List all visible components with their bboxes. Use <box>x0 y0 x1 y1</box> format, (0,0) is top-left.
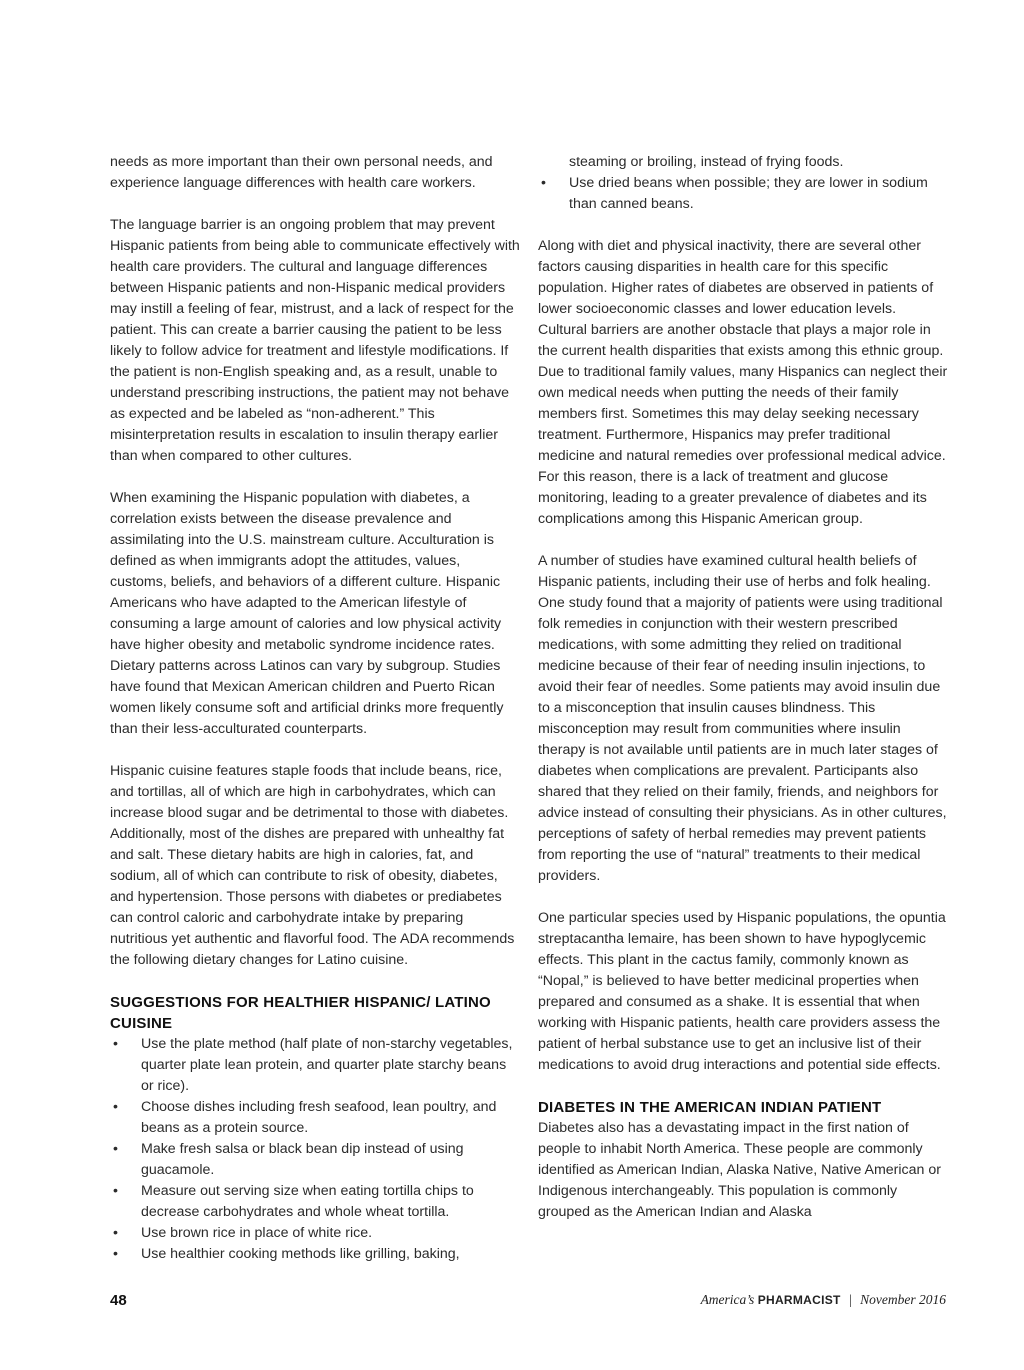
list-item <box>110 1181 520 1223</box>
list-item-text: Use dried beans when possible; they are lower in sodium than canned beans. <box>569 175 928 212</box>
magazine-masthead <box>701 1292 946 1308</box>
list-item <box>110 1097 520 1139</box>
paragraph: One particular species used by Hispanic populations, the opuntia streptacantha lemaire, has been shown to have hypoglycemic effects. This plant in the cactus family, commonly known as “Nopal,” is believed to have better medicinal properties when prepared and consumed as a shake. It is essential that when working with Hispanic patients, health care providers assess the patient of herbal substance use to get an inclusive list of their medications to avoid drug interactions and potential side effects. <box>538 910 946 1073</box>
list-item-text: Choose dishes including fresh seafood, lean poultry, and beans as a protein source. <box>141 1099 497 1136</box>
paragraph: Hispanic cuisine features staple foods that include beans, rice, and tortillas, all of which are high in carbohydrates, which can increase blood sugar and be detrimental to those with diabetes. Additionally, most of the dishes are prepared with unhealthy fat and salt. These dietary habits are high in calories, fat, and sodium, all of which can contribute to risk of obesity, diabetes, and hypertension. Those persons with diabetes or prediabetes can control caloric and carbohydrate intake by preparing nutritious yet authentic and flavorful food. The ADA recommends the following dietary changes for Latino cuisine. <box>110 763 515 968</box>
paragraph: When examining the Hispanic population with diabetes, a correlation exists between the disease prevalence and assimilating into the U.S. mainstream culture. Acculturation is defined as when immigrants adopt the attitudes, values, customs, beliefs, and behaviors of a different culture. Hispanic Americans who have adapted to the American lifestyle of consuming a large amount of calories and low physical activity have higher obesity and metabolic syndrome incidence rates. Dietary patterns across Latinos can vary by subgroup. Studies have found that Mexican American children and Puerto Rican women likely consume soft and artificial drinks more frequently than their less-acculturated counterparts. <box>110 490 504 737</box>
bullet-icon: • <box>541 175 546 191</box>
left-column <box>110 152 520 1265</box>
paragraph: Diabetes also has a devastating impact in the first nation of people to inhabit North America. These people are commonly identified as American Indian, Alaska Native, Native American or Indigenous interchangeably. This population is commonly grouped as the American Indian and Alaska <box>538 1120 941 1220</box>
bullet-icon: • <box>113 1225 118 1241</box>
right-column <box>538 152 948 1223</box>
list-item-text: Measure out serving size when eating tortilla chips to decrease carbohydrates and whole wheat tortilla. <box>141 1183 474 1220</box>
page-number: 48 <box>110 1292 127 1309</box>
paragraph: needs as more important than their own personal needs, and experience language differences with health care workers. <box>110 154 493 191</box>
bullet-icon: • <box>113 1141 118 1157</box>
bullet-icon: • <box>113 1036 118 1052</box>
left-paragraphs <box>110 152 520 971</box>
section-heading-american-indian: DIABETES IN THE AMERICAN INDIAN PATIENT <box>538 1099 882 1116</box>
magazine-prefix: America’s <box>700 1292 755 1307</box>
list-item <box>110 1034 520 1097</box>
list-item-text: steaming or broiling, instead of frying foods. <box>569 154 844 170</box>
right-paragraphs <box>538 236 948 1076</box>
page-footer <box>110 1292 946 1314</box>
paragraph: The language barrier is an ongoing problem that may prevent Hispanic patients from being able to communicate effectively with health care providers. The cultural and language differences between Hispanic patients and non-Hispanic medical providers may instill a feeling of fear, mistrust, and a lack of respect for the patient. This can create a barrier causing the patient to be less likely to follow advice for treatment and lifestyle modifications. If the patient is non-English speaking and, as a result, unable to understand prescribing instructions, the patient may not behave as expected and be labeled as “non-adherent.” This misinterpretation results in escalation to insulin therapy earlier than when compared to other cultures. <box>110 217 520 464</box>
suggestions-list <box>110 1034 520 1265</box>
list-item <box>538 173 948 215</box>
paragraph: Along with diet and physical inactivity, there are several other factors causing disparities in health care for this specific population. Higher rates of diabetes are observed in patients of lower socioeconomic classes and lower education levels. Cultural barriers are another obstacle that plays a major role in the current health disparities that exists among this ethnic group. Due to traditional family values, many Hispanics can neglect their own medical needs when putting the needs of their family members first. Sometimes this may delay seeking necessary treatment. Furthermore, Hispanics may prefer traditional medicine and natural remedies over professional medical advice. For this reason, there is a lack of treatment and glucose monitoring, leading to a greater prevalence of diabetes and its complications among this Hispanic American group. <box>538 238 948 527</box>
bullet-icon: • <box>113 1099 118 1115</box>
paragraph: A number of studies have examined cultural health beliefs of Hispanic patients, including their use of herbs and folk healing. One study found that a majority of patients were using traditional folk remedies in conjunction with their western prescribed medications, with some admitting they relied on traditional medicine because of their fear of needing insulin injections, to avoid their fear of needles. Some patients may avoid insulin due to a misconception that insulin causes blindness. This misconception may result from communities where insulin therapy is not available until patients are in much later stages of diabetes when complications are prevalent. Participants also shared that they relied on their family, friends, and neighbors for advice instead of consulting their physicians. As in other cultures, perceptions of safety of herbal remedies may prevent patients from reporting the use of “natural” treatments to their medical providers. <box>538 553 947 884</box>
bullet-icon: • <box>113 1246 118 1262</box>
list-item-text: Use healthier cooking methods like grilling, baking, <box>141 1246 460 1262</box>
section-heading-hispanic-cuisine: SUGGESTIONS FOR HEALTHIER HISPANIC/ LATINO CUISINE <box>110 994 491 1032</box>
list-item-text: Use brown rice in place of white rice. <box>141 1225 373 1241</box>
issue-date: November 2016 <box>860 1292 946 1307</box>
list-item <box>110 1139 520 1181</box>
magazine-name: PHARMACIST <box>757 1293 841 1307</box>
list-item <box>110 1244 520 1265</box>
footer-separator: | <box>849 1292 852 1307</box>
list-item-continuation <box>538 152 948 173</box>
list-item-text: Make fresh salsa or black bean dip instead of using guacamole. <box>141 1141 464 1178</box>
bullet-icon: • <box>113 1183 118 1199</box>
suggestions-list-continued <box>538 152 948 215</box>
list-item-text: Use the plate method (half plate of non-starchy vegetables, quarter plate lean protein, and quarter plate starchy beans or rice). <box>141 1036 513 1094</box>
list-item <box>110 1223 520 1244</box>
